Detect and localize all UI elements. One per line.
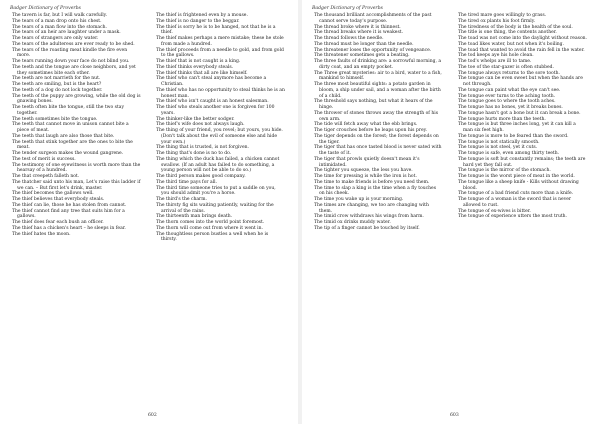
proverb-entry: The teeth sometimes bite the tongue. <box>12 116 98 122</box>
proverb-entry: The thing that is trusted, is not forgiven. <box>156 145 249 151</box>
proverb-entry: The tongue hurts more than the teeth. <box>458 116 546 122</box>
right-page <box>302 0 600 424</box>
proverb-entry: The tears of an heir are laughter under a mask. <box>12 30 121 36</box>
proverb-entry: The time you wake up is your morning. <box>314 197 404 202</box>
proverb-entry: The thrower of stones throws away the strength of his own arm. <box>314 110 439 122</box>
proverb-entry: The thief can lie, those he has stolen from cannot. <box>12 202 127 208</box>
proverb-entry: The tongue of experience utters the most truth. <box>458 214 567 220</box>
proverb-entry: The teeth are not marrieth for the nut. <box>12 76 101 82</box>
proverb-entry: The tiger crouches before he leaps upon his prey. <box>314 128 427 133</box>
proverb-entry: The tip of a finger cannot be touched by itself. <box>314 225 420 231</box>
proverb-entry: The tired ox plants his foot firmly. <box>458 18 536 24</box>
proverb-entry: The tiger depends on the forest; the forest depends on the tiger. <box>314 133 439 145</box>
proverb-entry: The thief's wife does not always laugh. <box>156 122 245 128</box>
proverb-entry: The tongue is not steel, yet it cuts. <box>458 145 538 151</box>
proverb-entry: The thief has a chicken's heart – he sleeps in fear. <box>12 225 126 231</box>
proverb-entry: The timid ox drinks muddy water. <box>314 220 391 225</box>
proverb-entry: The teeth that laugh are also those that bite. <box>12 133 115 139</box>
proverb-entry: The tongue of ex-wives is bitter. <box>458 208 531 214</box>
proverb-entry: The test of merit is success. <box>12 156 76 162</box>
proverb-entry: The thorn will come out from where it went in. <box>156 225 263 231</box>
proverb-entry: The Three great mysteries: air to a bird, water to a fish, mankind to himself. <box>314 70 442 82</box>
proverb-entry: The tongue always returns to the sore tooth. <box>458 70 560 76</box>
proverb-entry: The tongue hasn't got a bone but it can break a bone. <box>458 110 581 116</box>
proverb-entry: The tears of a man flow into the stomach. <box>12 24 107 30</box>
proverb-entry: The thief believes that everybody steals. <box>12 197 105 202</box>
proverb-entry: The tongue can paint what the eye can't see. <box>458 87 561 93</box>
proverb-entry: The thorn comes into the world point foremost. <box>156 220 265 225</box>
proverb-entry: The tongue of a woman is the sword that is never allowed to rust. <box>458 197 572 208</box>
proverb-entry: The thief becomes the gallows well. <box>12 191 94 197</box>
page-number: 602 <box>148 413 157 418</box>
proverb-entry: The third's the charm. <box>156 197 207 202</box>
proverb-entry: The tighter you squeeze, the less you have. <box>314 168 413 174</box>
proverb-entry: The thief who steals another one is forgiven for 100 years. <box>156 105 275 116</box>
proverb-entry: The three most beautiful sights: a potato garden in bloom, a ship under sail, and a woman after the birth of a child. <box>314 82 441 99</box>
proverb-entry: The teeth that stink together are the ones to bite the meat. <box>12 139 133 151</box>
proverb-entry: The toe of the star-gazer is often stubbed. <box>458 64 554 70</box>
proverb-entry: The thief that is not caught is a king. <box>156 59 241 64</box>
proverb-entry: The thirsty fig sits waiting patiently, waiting for the arrival of the rains. <box>156 202 274 214</box>
proverb-entry: The tiredness of the body is the health of the soul. <box>458 24 573 30</box>
column-2 <box>458 13 587 220</box>
proverb-entry: The thing of your friend, you revel; but yours, you hide. (Don't talk about the evil of someone else and hide your own.) <box>156 128 283 145</box>
left-page <box>0 0 298 424</box>
proverb-entry: The tiger that prowls quietly doesn't mean it's intimidated. <box>314 156 420 168</box>
proverb-entry: The third time pays for all. <box>156 179 218 185</box>
proverb-entry: The thoughtless person bustles a well when he is thirsty. <box>156 231 269 243</box>
proverb-entry: The time to slap a king is the time when a fly touches on his cheek. <box>314 185 437 197</box>
proverb-entry: The thief who can't steal anymore has become a Christian. <box>156 76 267 87</box>
proverb-entry: The tongue is safe, even among thirty teeth. <box>458 151 560 156</box>
proverb-entry: The third person makes good company. <box>156 174 246 179</box>
proverb-entry: The tongue ever turns to the aching tooth. <box>458 93 556 99</box>
proverb-entry: The thief hates the moon. <box>12 231 71 237</box>
proverb-entry: The thing that's done is no to do. <box>156 151 232 156</box>
proverb-entry: The thinker-like the better sodger. <box>156 116 235 122</box>
proverb-entry: The tears of strangers are only water. <box>12 36 99 41</box>
proverb-entry: The time for pressing is while the iron is hot. <box>314 174 417 179</box>
proverb-entry: The times are changing, we too are changing with them. <box>314 202 429 214</box>
proverb-entry: The thief is frightened even by a mouse. <box>156 13 248 18</box>
proverb-entry: The thousand brilliant accomplishments of the past cannot serve today's purpose. <box>314 13 432 24</box>
proverb-entry: The tongue can be even sweet but when the hands are not through. <box>458 76 583 87</box>
proverb-entry: The title is one thing, the contents another. <box>458 30 557 36</box>
proverb-entry: The tongue is more to be feared than the sword. <box>458 133 569 139</box>
proverb-entry: The tongue like a sheep knife - Kills without drawing blood. <box>458 179 579 191</box>
proverb-entry: The thread follows the needle. <box>314 36 384 41</box>
proverb-entry: The thread must be longer than the needle. <box>314 41 414 47</box>
proverb-entry: The thing which the duck has failed, a chicken cannot swallow. (If an adult has failed to do something, a young person will not be able to do so.) <box>156 156 280 174</box>
proverb-entry: The time to make friends is before you need them. <box>314 179 430 185</box>
proverb-entry: The thatcher said unto his man, Let's raise this ladder if we can. – But first let's drink, master. <box>12 179 141 191</box>
proverb-entry: The tender surgeon makes the wound gangrene. <box>12 151 124 156</box>
page-number: 603 <box>450 413 459 418</box>
proverb-entry: The threatener sometimes gets a beating. <box>314 53 410 59</box>
proverb-entry: The tongue goes to where the tooth aches. <box>458 99 556 105</box>
proverb-entry: The threshold says nothing, but what it hears of the hinge. <box>314 99 433 110</box>
proverb-entry: The teeth and the tongue are close neighbors, and yet they sometimes bite each other. <box>12 64 136 76</box>
proverb-entry: The thief proceeds from a needle to gold, and from gold to the gallows. <box>156 47 284 59</box>
proverb-entry: The tavern is far, but I will walk carefully. <box>12 13 108 18</box>
proverb-entry: The threatener loses the opportunity of vengeance. <box>314 47 432 53</box>
proverb-entry: The thread broke where it is thinnest. <box>314 24 401 30</box>
proverb-entry: The tired mare goes willingly to grass. <box>458 13 547 18</box>
proverb-entry: The toad that wanted to avoid the rain fell in the water. <box>458 47 585 53</box>
proverb-entry: The thief cannot find any tree that suits him for a gallows. <box>12 208 125 220</box>
proverb-entry: The tongue is soft but constantly remains; the teeth are hard yet they fall out. <box>458 156 586 168</box>
proverb-entry: The teeth of the puppy are growing, while the old dog is gnawing bones. <box>12 93 141 105</box>
proverb-entry: The tears running down your face do not blind you. <box>12 59 130 64</box>
proverb-entry: The tod keeps aye his hole clean. <box>458 53 534 59</box>
running-header: Badger Dictionary of Proverbs <box>10 6 81 11</box>
column-1 <box>12 13 141 237</box>
proverb-entry: The teeth often bite the tongue, still the two stay together. <box>12 105 124 116</box>
proverb-entry: The tongue of a bad friend cuts more than a knife. <box>458 191 574 197</box>
proverb-entry: The tongue has no bones, yet it breaks bones. <box>458 105 563 110</box>
proverb-entry: The teeth that cannot move in unison cannot bite a piece of meat. <box>12 122 129 133</box>
proverb-entry: The teeth are smiling, but is the heart? <box>12 82 102 87</box>
proverb-entry: The toad likes water, but not when it's boiling. <box>458 41 564 47</box>
proverb-entry: The thread breaks where it is weakest. <box>314 30 404 36</box>
proverb-entry: The tiger that has once tasted blood is never sated with the taste of it. <box>314 145 442 156</box>
proverb-entry: The tears of the roasting meat kindle the fire even more. <box>12 47 128 59</box>
column-1 <box>314 13 443 232</box>
proverb-entry: The timid crow withdraws his wings from harm. <box>314 214 424 220</box>
proverb-entry: The tears of the adulteress are ever ready to be shed. <box>12 41 135 47</box>
proverb-entry: The three faults of drinking are: a sorrowful morning, a dirty coat, and an empty pocket. <box>314 59 442 70</box>
proverb-entry: The thief is sorry he is to be hanged, not that he is a thief. <box>156 24 276 36</box>
proverb-entry: The that creepeth falleth not. <box>12 174 80 179</box>
proverb-entry: The thief does fear each bush an officer. <box>12 220 104 225</box>
proverb-entry: The tod's whelps are ill to tame. <box>458 59 532 64</box>
proverb-entry: The toad was not come into the daylight without reason. <box>458 36 587 41</box>
proverb-entry: The thief thinks that all are like himself. <box>156 70 248 76</box>
proverb-entry: The tongue is but three inches long, yet it can kill a man six feet high. <box>458 122 576 133</box>
proverb-entry: The tongue is the worst piece of meat in the world. <box>458 174 575 179</box>
proverb-entry: The third time someone tries to put a saddle on you, you should admit you're a horse. <box>156 185 276 197</box>
proverb-entry: The thief thinks everybody steals. <box>156 64 234 70</box>
proverb-entry: The tongue is the mirror of the stomach. <box>458 168 551 174</box>
proverb-entry: The thief who has no opportunity to steal thinks he is an honest man. <box>156 87 285 99</box>
proverb-entry: The testimony of one eyewitness is worth more than the hearsay of a hundred. <box>12 162 141 174</box>
proverb-entry: The thief who isn't caught is an honest salesman. <box>156 99 269 105</box>
column-2 <box>156 13 285 243</box>
running-header: Badger Dictionary of Proverbs <box>312 6 383 11</box>
proverb-entry: The tears of a man drop onto his chest. <box>12 18 102 24</box>
proverb-entry: The thief makes perhaps a mere mistake; these he stole from made a hundred. <box>156 36 284 47</box>
proverb-entry: The tongue is not statically smooth. <box>458 139 540 145</box>
proverb-entry: The thief is no danger to the beggar. <box>156 18 240 24</box>
proverb-entry: The thirteenth man brings death. <box>156 214 233 220</box>
proverb-entry: The tide will fetch away what the ebb brings. <box>314 122 418 128</box>
proverb-entry: The teeth of a dog do not lock together. <box>12 87 103 93</box>
